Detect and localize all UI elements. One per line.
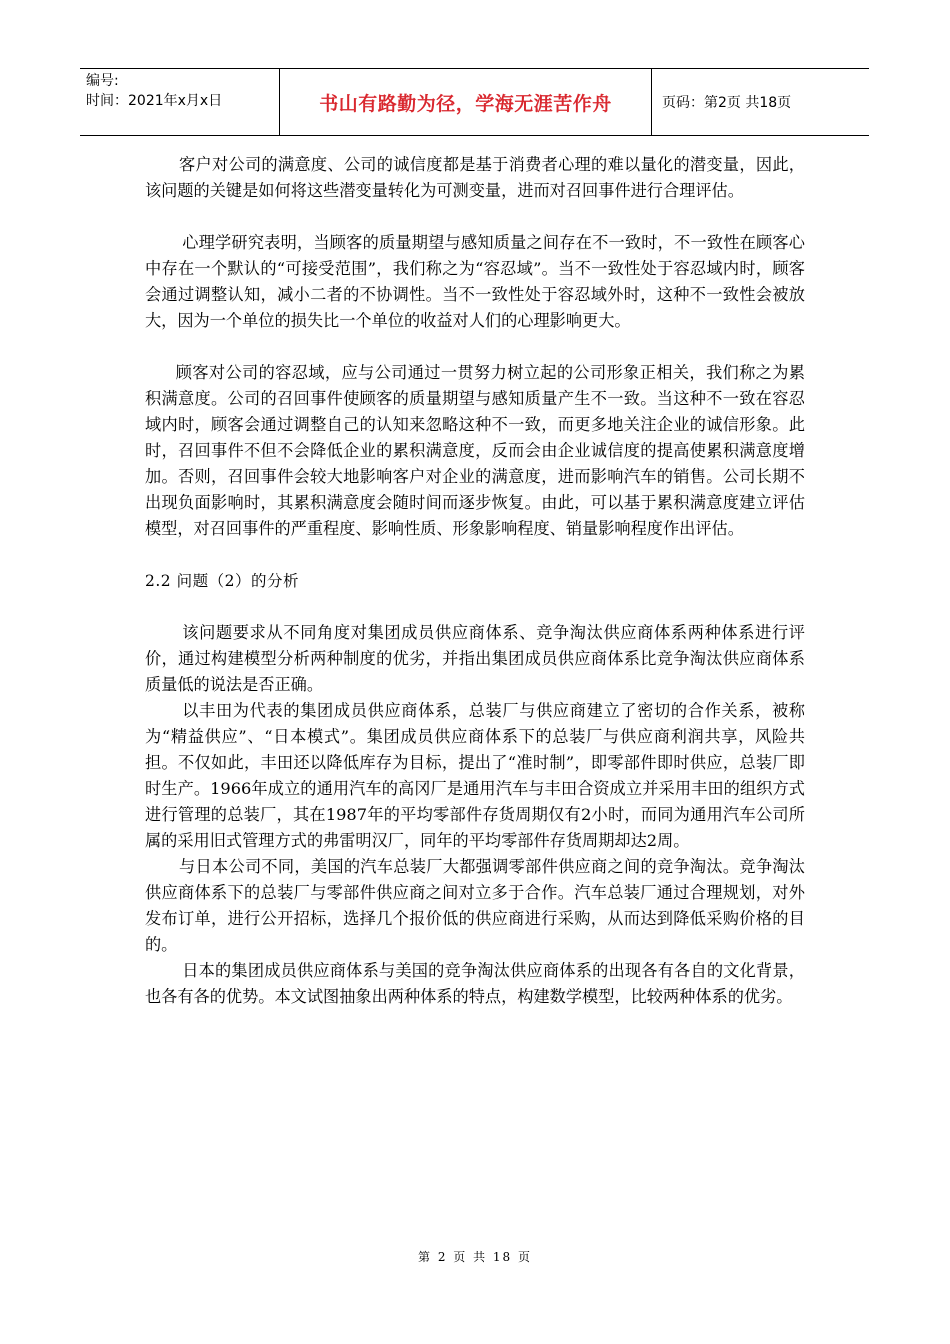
header-page-info: 页码：第2页 共18页	[662, 95, 792, 111]
page-footer: 第 2 页 共 18 页	[418, 1250, 532, 1264]
header-motto: 书山有路勤为径，学海无涯苦作舟	[280, 69, 652, 135]
paragraph-comparison: 日本的集团成员供应商体系与美国的竞争淘汰供应商体系的出现各有各自的文化背景，也各有各的优势。本文试图抽象出两种体系的特点，构建数学模型，比较两种体系的优劣。	[145, 961, 805, 1006]
paragraph-cumulative-satisfaction: 顾客对公司的容忍域，应与公司通过一贯努力树立起的公司形象正相关，我们称之为累积满意度。公司的召回事件使顾客的质量期望与感知质量产生不一致。当这种不一致在容忍域内时，顾客会通过调整自己的认知来忽略这种不一致，而更多地关注企业的诚信形象。此时，召回事件不但不会降低企业的累积满意度，反而会由企业诚信度的提高使累积满意度增加。否则，召回事件会较大地影响客户对企业的满意度，进而影响汽车的销售。公司长期不出现负面影响时，其累积满意度会随时间而逐步恢复。由此，可以基于累积满意度建立评估模型，对召回事件的严重程度、影响性质、形象影响程度、销量影响程度作出评估。	[145, 363, 805, 538]
paragraph-tolerance-zone: 心理学研究表明，当顾客的质量期望与感知质量之间存在不一致时，不一致性在顾客心中存在一个默认的“可接受范围”，我们称之为“容忍域”。当不一致性处于容忍域内时，顾客会通过调整认知，减小二者的不协调性。当不一致性处于容忍域外时，这种不一致性会被放大，因为一个单位的损失比一个单位的收益对人们的心理影响更大。	[145, 233, 805, 330]
page-header	[80, 68, 869, 136]
paragraph-toyota-system: 以丰田为代表的集团成员供应商体系，总装厂与供应商建立了密切的合作关系，被称为“精益供应”、“日本模式”。集团成员供应商体系下的总装厂与供应商利润共享，风险共担。不仅如此，丰田还以降低库存为目标，提出了“准时制”，即零部件即时供应，总装厂即时生产。1966年成立的通用汽车的高冈厂是通用汽车与丰田合资成立并采用丰田的组织方式进行管理的总装厂，其在1987年的平均零部件存货周期仅有2小时，而同为通用汽车公司所属的采用旧式管理方式的弗雷明汉厂，同年的平均零部件存货周期却达2周。	[145, 701, 805, 850]
section-title: 2.2 问题（2）的分析	[145, 572, 299, 590]
document-body	[145, 152, 805, 1010]
document-date: 时间：2021年x月x日	[86, 93, 223, 109]
paragraph-satisfaction: 客户对公司的满意度、公司的诚信度都是基于消费者心理的难以量化的潜变量，因此，该问题的关键是如何将这些潜变量转化为可测变量，进而对召回事件进行合理评估。	[145, 155, 805, 200]
paragraph-problem-requirement: 该问题要求从不同角度对集团成员供应商体系、竞争淘汰供应商体系两种体系进行评价，通过构建模型分析两种制度的优劣，并指出集团成员供应商体系比竞争淘汰供应商体系质量低的说法是否正确。	[145, 623, 805, 694]
header-meta	[80, 69, 280, 135]
document-number-label: 编号:	[86, 73, 119, 89]
paragraph-us-system: 与日本公司不同，美国的汽车总装厂大都强调零部件供应商之间的竞争淘汰。竞争淘汰供应商体系下的总装厂与零部件供应商之间对立多于合作。汽车总装厂通过合理规划，对外发布订单，进行公开招标，选择几个报价低的供应商进行采购，从而达到降低采购价格的目的。	[145, 857, 805, 954]
